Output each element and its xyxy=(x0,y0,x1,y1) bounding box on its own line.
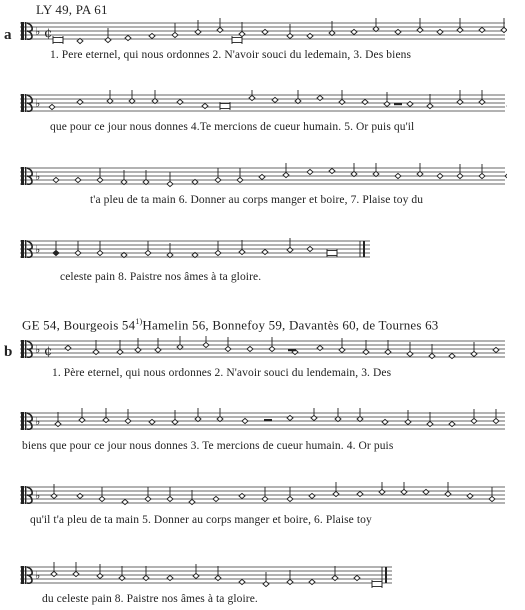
flat-sign: ♭ xyxy=(35,343,41,356)
note xyxy=(172,23,178,38)
note xyxy=(401,482,407,495)
note xyxy=(457,90,463,105)
note xyxy=(427,94,433,109)
note xyxy=(195,408,201,422)
staff-lines xyxy=(20,487,505,503)
note xyxy=(307,33,313,38)
note xyxy=(362,99,368,104)
note xyxy=(125,409,131,424)
note xyxy=(479,27,485,32)
note xyxy=(379,482,385,495)
note xyxy=(457,18,463,33)
staff-a3 xyxy=(20,163,507,193)
flat-sign: ♭ xyxy=(35,415,41,428)
note xyxy=(262,487,268,502)
flat-sign: ♭ xyxy=(35,569,41,582)
note xyxy=(332,566,338,581)
note xyxy=(215,168,221,183)
note xyxy=(363,340,369,355)
note xyxy=(215,241,221,256)
breve-note xyxy=(232,36,242,44)
breve-note xyxy=(220,102,230,110)
staff-b4 xyxy=(20,562,394,592)
note xyxy=(427,412,433,427)
rest xyxy=(264,419,272,421)
note xyxy=(79,408,85,423)
note xyxy=(51,562,57,577)
note xyxy=(489,487,495,502)
note xyxy=(449,353,455,358)
note xyxy=(225,337,231,352)
flat-sign: ♭ xyxy=(35,25,41,38)
note xyxy=(311,408,317,421)
note xyxy=(237,168,243,183)
lyric-a1: 1. Pere eternel, qui nous ordonnes 2. N'avoir souci du ledemain, 3. Des biens xyxy=(50,49,412,61)
note xyxy=(93,340,99,355)
note xyxy=(505,164,507,179)
note xyxy=(287,570,293,585)
note xyxy=(177,99,183,104)
note xyxy=(103,408,109,423)
note xyxy=(97,241,103,256)
flat-sign: ♭ xyxy=(35,97,41,110)
note xyxy=(437,173,443,178)
note xyxy=(467,493,473,498)
cut-time-sign: ¢ xyxy=(44,26,53,41)
note xyxy=(417,163,423,177)
note xyxy=(202,103,208,108)
note xyxy=(471,409,477,424)
note xyxy=(269,337,275,352)
lyric-a3: t'a pleu de ta main 6. Donner au corps manger et boire, 7. Plaise toy du xyxy=(90,194,424,206)
note xyxy=(99,487,105,502)
note xyxy=(143,566,149,581)
note xyxy=(55,412,61,427)
lyric-b1: 1. Père eternel, qui nous ordonnes 2. N'avoir souci du lendemain, 3. Des xyxy=(52,367,392,379)
note xyxy=(125,35,131,40)
staff-b1 xyxy=(20,336,507,366)
staff-b2 xyxy=(20,408,507,438)
note xyxy=(317,345,323,350)
note xyxy=(239,493,245,498)
staff-b3 xyxy=(20,482,507,512)
flat-sign: ♭ xyxy=(35,489,41,502)
note xyxy=(283,163,289,178)
note xyxy=(479,164,485,179)
source-rest: Hamelin 56, Bonnefoy 59, Davantès 60, de Tournes 63 xyxy=(142,317,439,333)
lyric-a4: celeste pain 8. Paistre nos âmes à ta gloire. xyxy=(60,271,262,283)
lyric-b2: biens que pour ce jour nous donnes 3. Te mercions de cueur humain. 4. Or puis xyxy=(22,440,394,452)
note xyxy=(373,18,379,32)
note xyxy=(247,346,253,351)
note xyxy=(53,177,59,182)
note xyxy=(167,172,173,187)
note xyxy=(259,174,265,179)
note xyxy=(65,345,71,350)
staff-a2 xyxy=(20,90,507,120)
note xyxy=(479,90,485,105)
note xyxy=(97,168,103,183)
note xyxy=(239,240,245,255)
note xyxy=(217,18,223,33)
note xyxy=(215,566,221,581)
note xyxy=(317,95,323,100)
note xyxy=(333,482,339,497)
note xyxy=(307,246,313,251)
note xyxy=(354,575,360,580)
note xyxy=(407,101,413,106)
note xyxy=(287,487,293,502)
note xyxy=(145,241,151,256)
note xyxy=(262,29,268,34)
note xyxy=(287,415,293,420)
note xyxy=(167,575,173,580)
note xyxy=(395,173,401,178)
note xyxy=(262,249,268,254)
note xyxy=(145,487,151,502)
note xyxy=(239,579,245,584)
note xyxy=(339,90,345,105)
note xyxy=(335,408,341,422)
note xyxy=(242,418,248,423)
note xyxy=(307,169,313,174)
note xyxy=(385,340,391,355)
note xyxy=(213,496,219,501)
note xyxy=(177,336,183,350)
note xyxy=(129,90,135,104)
note xyxy=(53,241,59,256)
section-b-source xyxy=(22,317,439,333)
note xyxy=(189,490,195,505)
note xyxy=(149,33,155,38)
note xyxy=(417,18,423,33)
note xyxy=(351,163,357,177)
note xyxy=(73,562,79,577)
section-b-label: b xyxy=(4,344,13,360)
lyric-b3: qu'il t'a pleu de ta main 5. Donner au corps manger et boire, 6. Plaise toy xyxy=(30,514,372,526)
breve-note xyxy=(327,249,337,257)
lyric-b4: du celeste pain 8. Paistre nos âmes à ta gloire. xyxy=(42,593,258,605)
note xyxy=(449,421,455,426)
note xyxy=(77,99,83,104)
note xyxy=(373,163,379,177)
cut-time-sign: ¢ xyxy=(44,344,53,359)
section-a-label: a xyxy=(4,27,12,43)
note xyxy=(457,164,463,179)
note xyxy=(167,487,173,502)
note xyxy=(351,29,357,34)
footnote-mark: 1) xyxy=(135,317,143,326)
note xyxy=(445,482,451,497)
rest xyxy=(288,349,296,351)
breve-note xyxy=(53,36,63,44)
lyric-a2: que pour ce jour nous donnes 4.Te mercions de cueur humain. 5. Or puis qu'il xyxy=(50,121,415,133)
staff-a4 xyxy=(20,236,372,266)
note xyxy=(217,408,223,422)
note xyxy=(203,336,209,348)
flat-sign: ♭ xyxy=(35,243,41,256)
note xyxy=(152,90,158,104)
section-a-source: LY 49, PA 61 xyxy=(36,2,108,17)
note xyxy=(49,104,55,109)
note xyxy=(309,579,315,584)
note xyxy=(329,168,335,173)
staff-a1 xyxy=(20,18,507,48)
note xyxy=(75,241,81,256)
note xyxy=(357,408,363,422)
note xyxy=(149,419,155,424)
note xyxy=(272,97,278,102)
note xyxy=(239,22,245,37)
note xyxy=(75,177,81,182)
staff-lines xyxy=(20,413,505,429)
note xyxy=(77,493,83,498)
note xyxy=(493,409,499,424)
note xyxy=(423,489,429,494)
note xyxy=(107,90,113,104)
source-main: GE 54, Bourgeois 54 xyxy=(22,317,136,333)
note xyxy=(122,499,128,504)
note xyxy=(493,347,499,352)
note xyxy=(117,340,123,355)
staff-lines xyxy=(20,95,505,111)
note xyxy=(119,566,125,581)
note xyxy=(295,90,301,104)
note xyxy=(309,493,315,498)
breve-note xyxy=(372,580,382,588)
note xyxy=(501,18,507,33)
note xyxy=(395,29,401,34)
flat-sign: ♭ xyxy=(35,170,41,183)
note xyxy=(437,29,443,34)
note xyxy=(357,491,363,496)
note xyxy=(429,344,435,359)
note xyxy=(382,419,388,424)
rest xyxy=(394,103,402,105)
